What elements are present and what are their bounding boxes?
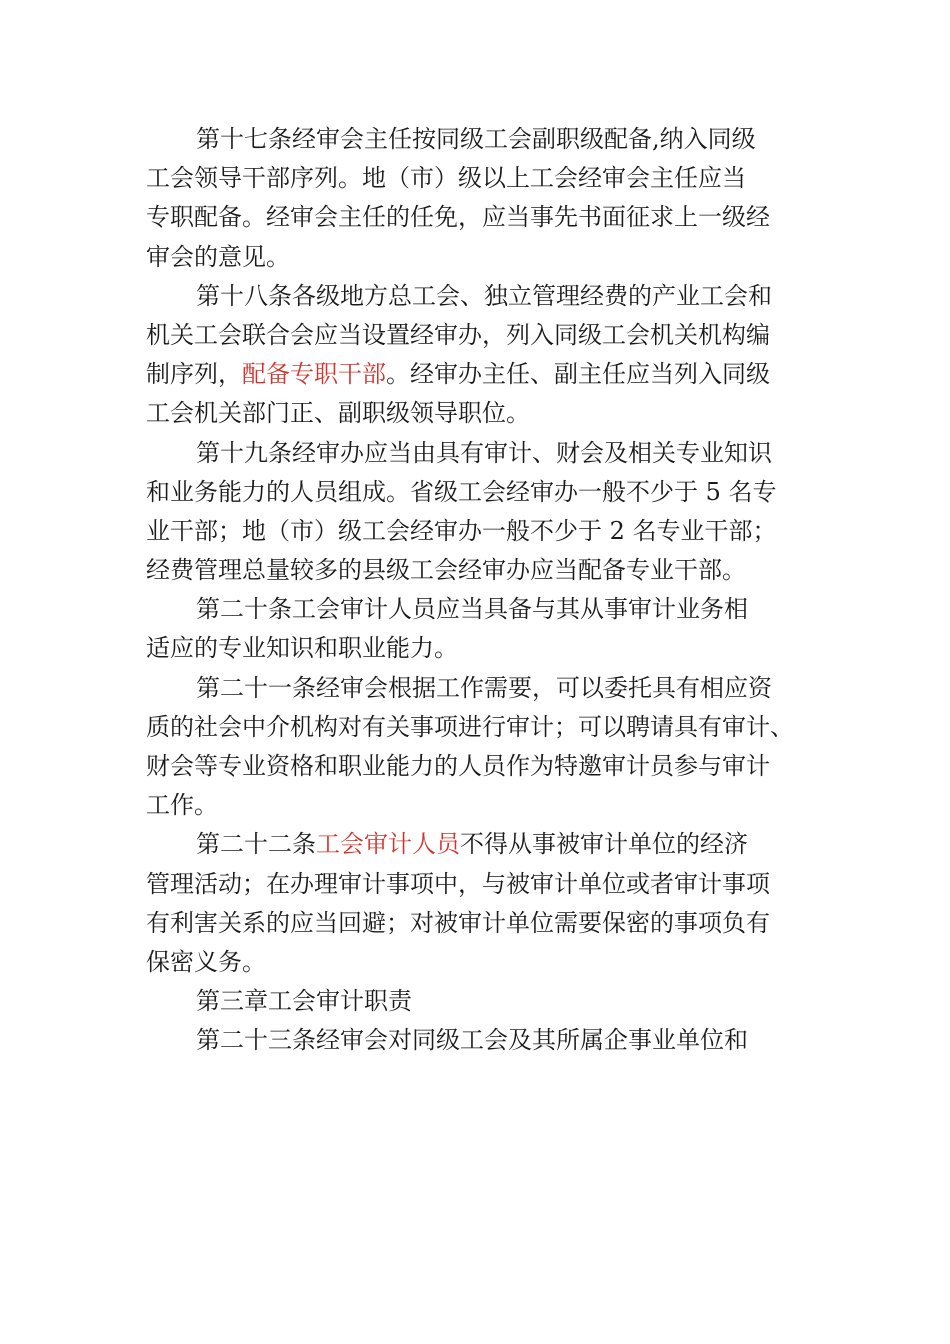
text-line xyxy=(146,355,836,394)
text-segment: 第三章工会审计职责 xyxy=(196,987,412,1016)
text-line xyxy=(146,747,836,786)
text-line xyxy=(146,708,836,747)
text-line xyxy=(146,551,836,590)
text-segment: 第二十一条经审会根据工作需要，可以委托具有相应资 xyxy=(196,673,772,702)
text-line xyxy=(146,238,836,277)
text-segment: 制序列， xyxy=(146,360,242,389)
paragraph xyxy=(146,825,836,982)
text-segment: 不得从事被审计单位的经济 xyxy=(460,830,748,859)
paragraph xyxy=(146,590,836,668)
highlighted-text: 配备专职干部 xyxy=(242,360,386,389)
text-segment: 和业务能力的人员组成。省级工会经审办一般不少于 5 名专 xyxy=(146,477,777,506)
text-line xyxy=(146,1021,836,1060)
text-line xyxy=(146,982,836,1021)
text-segment: 工会领导干部序列。地（市）级以上工会经审会主任应当 xyxy=(146,164,746,193)
text-line xyxy=(146,825,836,864)
text-segment: 工作。 xyxy=(146,791,218,820)
text-segment: 。经审办主任、副主任应当列入同级 xyxy=(386,360,770,389)
highlighted-text: 工会审计人员 xyxy=(316,830,460,859)
text-line xyxy=(146,669,836,708)
text-segment: 质的社会中介机构对有关事项进行审计；可以聘请具有审计、 xyxy=(146,712,794,741)
text-line xyxy=(146,198,836,237)
paragraph xyxy=(146,120,836,277)
text-segment: 适应的专业知识和职业能力。 xyxy=(146,634,458,663)
text-segment: 第二十三条经审会对同级工会及其所属企事业单位和 xyxy=(196,1026,748,1055)
text-segment: 第十七条经审会主任按同级工会副职级配备,纳入同级 xyxy=(196,125,756,153)
text-line xyxy=(146,277,836,316)
text-segment: 有利害关系的应当回避；对被审计单位需要保密的事项负有 xyxy=(146,908,770,937)
text-line xyxy=(146,865,836,904)
text-segment: 管理活动；在办理审计事项中，与被审计单位或者审计事项 xyxy=(146,869,770,898)
text-segment: 专职配备。经审会主任的任免，应当事先书面征求上一级经 xyxy=(146,203,770,232)
paragraph xyxy=(146,669,836,826)
text-segment: 第十九条经审办应当由具有审计、财会及相关专业知识 xyxy=(196,438,772,467)
text-line xyxy=(146,394,836,433)
text-line xyxy=(146,786,836,825)
text-line xyxy=(146,159,836,198)
document-body xyxy=(146,120,836,1061)
text-segment: 工会机关部门正、副职级领导职位。 xyxy=(146,399,530,428)
text-line xyxy=(146,316,836,355)
text-line xyxy=(146,943,836,982)
text-line xyxy=(146,629,836,668)
text-line xyxy=(146,473,836,512)
text-line xyxy=(146,512,836,551)
text-line xyxy=(146,590,836,629)
text-segment: 审会的意见。 xyxy=(146,242,290,271)
text-segment: 第十八条各级地方总工会、独立管理经费的产业工会和 xyxy=(196,281,772,310)
text-segment: 经费管理总量较多的县级工会经审办应当配备专业干部。 xyxy=(146,556,746,585)
text-line xyxy=(146,120,836,159)
paragraph xyxy=(146,982,836,1021)
text-segment: 第二十条工会审计人员应当具备与其从事审计业务相 xyxy=(196,595,748,624)
paragraph xyxy=(146,277,836,434)
text-line xyxy=(146,904,836,943)
paragraph xyxy=(146,434,836,591)
text-segment: 机关工会联合会应当设置经审办，列入同级工会机关机构编 xyxy=(146,320,770,349)
paragraph xyxy=(146,1021,836,1060)
text-segment: 业干部；地（市）级工会经审办一般不少于 2 名专业干部； xyxy=(146,516,777,545)
text-segment: 财会等专业资格和职业能力的人员作为特邀审计员参与审计 xyxy=(146,752,770,780)
text-segment: 第二十二条 xyxy=(196,830,316,859)
text-segment: 保密义务。 xyxy=(146,947,266,976)
text-line xyxy=(146,434,836,473)
